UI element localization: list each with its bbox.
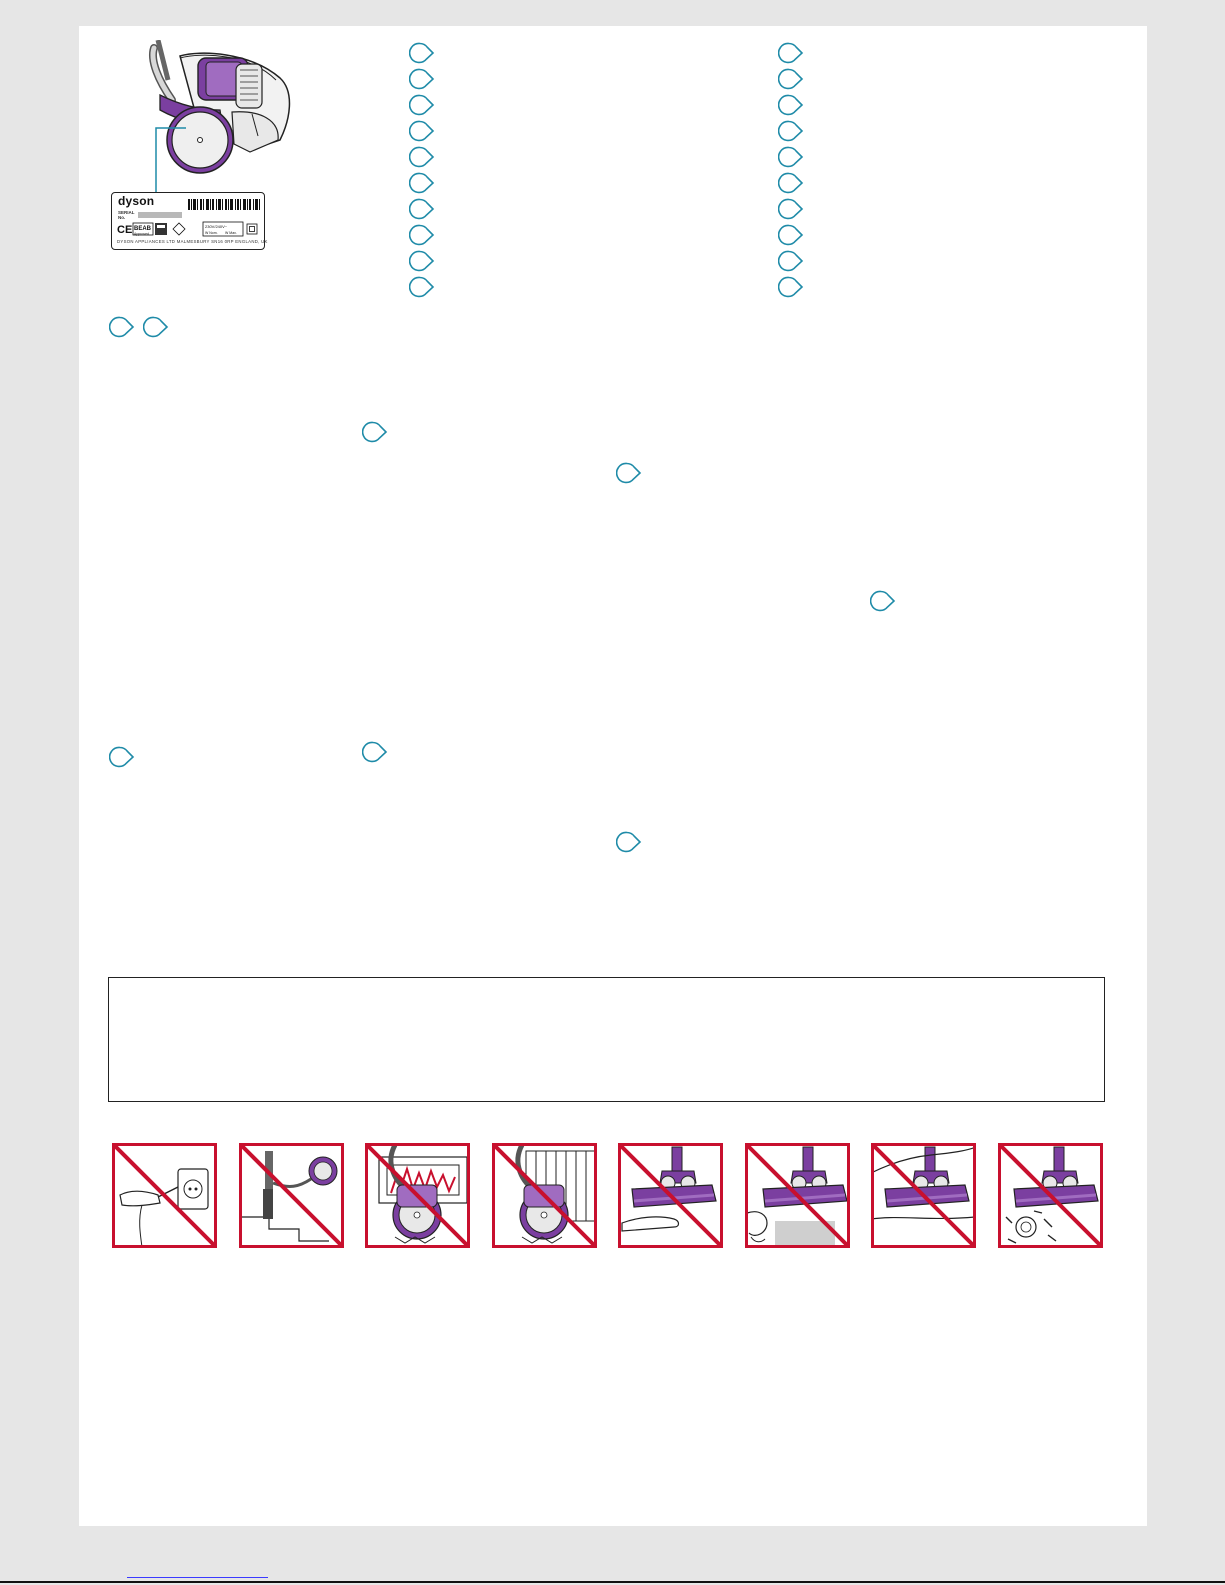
cable-under-cleaner-head-icon: [871, 1143, 976, 1248]
language-marker-bubble: [778, 198, 804, 220]
rating-label-brand: dyson: [118, 194, 155, 208]
language-marker-bubble: [778, 68, 804, 90]
watt-max-mark: W Max.: [225, 231, 237, 235]
language-marker-bubble: [778, 42, 804, 64]
language-marker-bubble: [409, 250, 435, 272]
fireplace-icon: [365, 1143, 470, 1248]
language-marker-bubble: [409, 276, 435, 298]
language-marker-bubble: [409, 198, 435, 220]
language-marker-bubble: [616, 462, 642, 484]
rating-label-serial-caption: SERIAL No.: [118, 210, 135, 220]
hand-pulling-plug-icon: [112, 1143, 217, 1248]
water-spill-icon: [745, 1143, 850, 1248]
language-marker-bubble: [778, 276, 804, 298]
language-marker-bubble: [409, 172, 435, 194]
language-marker-bubble: [362, 741, 388, 763]
manual-page: [79, 26, 1147, 1526]
language-marker-bubble: [109, 316, 135, 338]
language-marker-bubble: [409, 120, 435, 142]
language-marker-bubble: [143, 316, 169, 338]
language-marker-bubble: [778, 120, 804, 142]
approved-mark: Approved: [134, 232, 149, 236]
language-marker-bubble: [409, 224, 435, 246]
language-marker-bubble: [409, 68, 435, 90]
barcode-icon: [188, 199, 260, 210]
warning-box: [108, 977, 1105, 1102]
language-marker-bubble: [362, 421, 388, 443]
radiator-icon: [492, 1143, 597, 1248]
language-marker-bubble: [778, 172, 804, 194]
rating-label-address: DYSON APPLIANCES LTD MALMESBURY SN16 0RP ENGLAND, UK: [117, 239, 268, 244]
language-marker-bubble: [778, 94, 804, 116]
language-marker-bubble: [778, 250, 804, 272]
language-marker-bubble: [616, 831, 642, 853]
language-marker-bubble: [409, 42, 435, 64]
page-margin-strip: [1147, 0, 1225, 1585]
footer-link-underline: [127, 1577, 268, 1578]
language-marker-bubble: [778, 224, 804, 246]
watt-nom-mark: W Nom.: [205, 231, 218, 235]
footer-rule: [0, 1581, 1225, 1583]
voltage-mark: 230V/240V~: [205, 224, 228, 229]
hand-under-cleaner-head-icon: [618, 1143, 723, 1248]
certification-marks: [117, 221, 261, 237]
language-marker-bubble: [409, 146, 435, 168]
language-marker-bubble: [778, 146, 804, 168]
language-marker-bubble: [109, 746, 135, 768]
language-marker-bubble: [409, 94, 435, 116]
rating-label: [111, 192, 268, 250]
rating-label-leader-line: [150, 120, 195, 195]
beab-mark: BEAB: [134, 226, 152, 232]
serial-number-field: [138, 212, 182, 218]
svg-text:CE: CE: [117, 224, 133, 236]
language-marker-bubble: [870, 590, 896, 612]
cleaner-on-stairs-icon: [239, 1143, 344, 1248]
sharp-debris-icon: [998, 1143, 1103, 1248]
